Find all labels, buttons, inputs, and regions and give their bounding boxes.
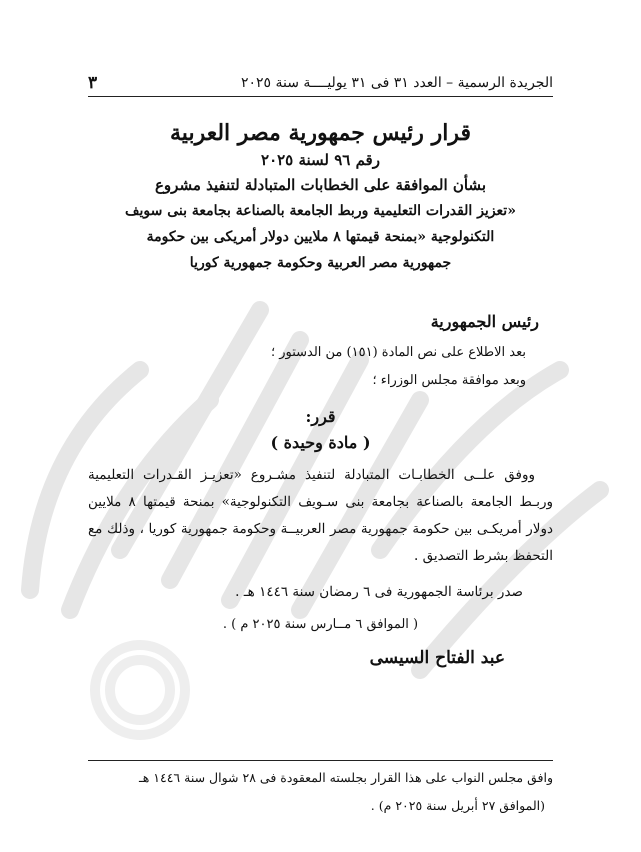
article-text: ووفق علــى الخطابـات المتبادلة لتنفيذ مشـروع «تعزيـز القـدرات التعليمية وربـط الجامعة بالصناعة بجامعة بنى سـويف التكنولوجية» بمنحة قيمتها ٨ ملايين دولار أمريكـى بين حكومة جمهورية مصر العربيــة وحكومة جمهورية كوريا ، وذلك مع التحفظ بشرط التصديق . xyxy=(88,467,553,564)
issued-line: صدر برئاسة الجمهورية فى ٦ رمضان سنة ١٤٤٦ هـ . xyxy=(235,584,523,600)
article-heading: ( مادة وحيدة ) xyxy=(270,433,371,452)
footnote-divider xyxy=(88,760,553,761)
signature-name: عبد الفتاح السيسى xyxy=(369,648,505,668)
decided-heading: قرر: xyxy=(305,407,336,426)
recital: بعد الاطلاع على نص المادة (١٥١) من الدستور ؛ xyxy=(270,345,526,360)
footnote-line: وافق مجلس النواب على هذا القرار بجلسته المعقودة فى ٢٨ شوال سنة ١٤٤٦ هـ xyxy=(139,770,553,785)
decree-subject-line: التكنولوجية «بمنحة قيمتها ٨ ملايين دولار أمريكى بين حكومة xyxy=(146,229,495,245)
decree-subject-line: «تعزيز القدرات التعليمية وربط الجامعة بالصناعة بجامعة بنى سويف xyxy=(125,203,516,219)
president-title: رئيس الجمهورية xyxy=(430,312,539,331)
header-journal: الجريدة الرسمية – العدد ٣١ فى ٣١ يوليــــة سنة ٢٠٢٥ xyxy=(240,75,553,91)
decree-number: رقم ٩٦ لسنة ٢٠٢٥ xyxy=(261,151,380,169)
decision-block xyxy=(88,404,553,456)
recital: وبعد موافقة مجلس الوزراء ؛ xyxy=(372,373,526,388)
header-divider xyxy=(88,96,553,97)
corresponding-date: ( الموافق ٦ مــارس سنة ٢٠٢٥ م ) . xyxy=(222,617,419,632)
decree-title-block xyxy=(88,118,553,276)
footnote-line: (الموافق ٢٧ أبريل سنة ٢٠٢٥ م) . xyxy=(370,798,545,813)
page-number: ٣ xyxy=(88,73,98,93)
page-header xyxy=(88,72,553,94)
decree-subject-line: بشأن الموافقة على الخطابات المتبادلة لتنفيذ مشروع xyxy=(154,176,486,194)
decree-subject-line: جمهورية مصر العربية وحكومة جمهورية كوريا xyxy=(189,255,452,271)
decree-title: قرار رئيس جمهورية مصر العربية xyxy=(170,120,471,146)
